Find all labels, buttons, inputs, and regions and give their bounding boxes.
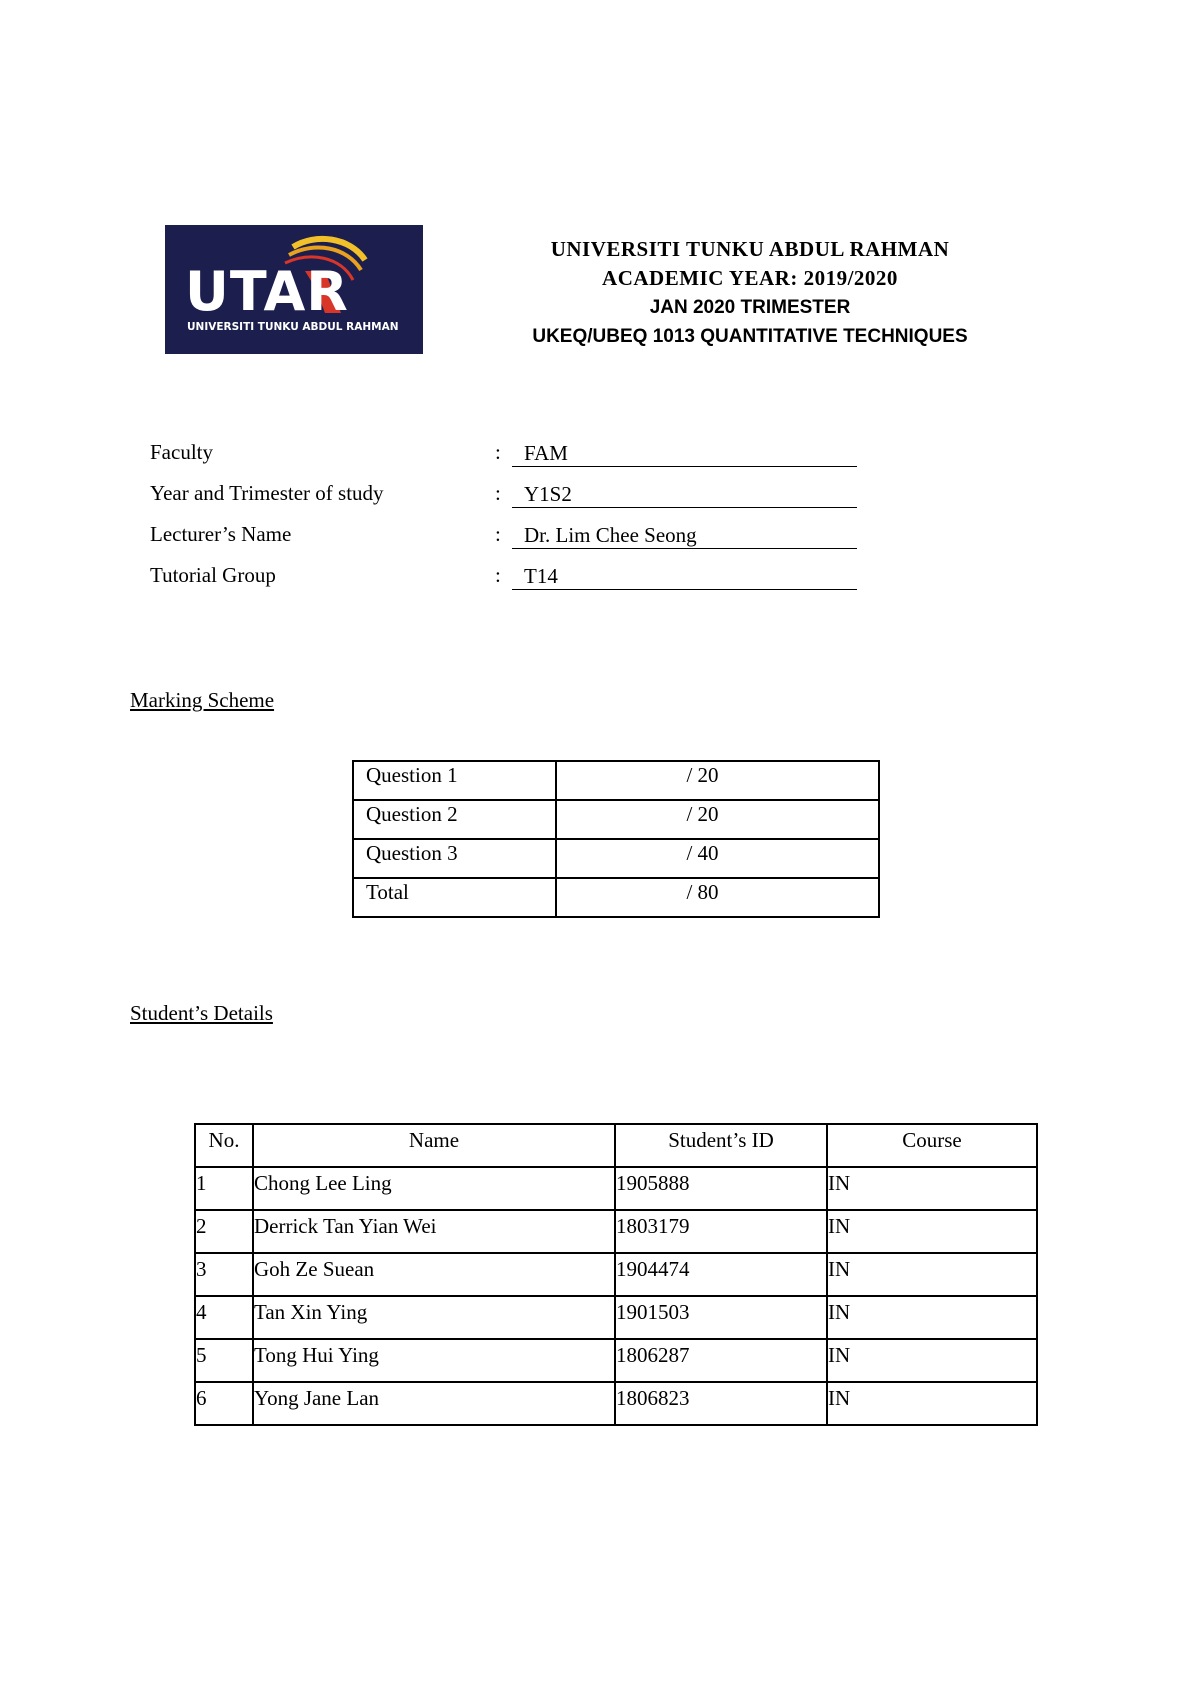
student-id: 1803179: [615, 1210, 827, 1253]
info-value: T14: [512, 563, 857, 590]
student-details-table: [194, 1123, 1038, 1426]
column-header-no: No.: [195, 1124, 253, 1167]
marking-item: Total: [353, 878, 556, 917]
student-no: 6: [195, 1382, 253, 1425]
utar-logo: [165, 225, 423, 354]
info-value: Y1S2: [512, 481, 857, 508]
column-header-course: Course: [827, 1124, 1037, 1167]
table-row: [195, 1296, 1037, 1339]
student-id: 1901503: [615, 1296, 827, 1339]
student-course: IN: [827, 1210, 1037, 1253]
student-course: IN: [827, 1167, 1037, 1210]
student-id: 1806287: [615, 1339, 827, 1382]
marking-scheme-table: [352, 760, 880, 918]
info-colon: :: [495, 563, 501, 587]
student-name: Chong Lee Ling: [253, 1167, 615, 1210]
student-no: 5: [195, 1339, 253, 1382]
marking-item: Question 1: [353, 761, 556, 800]
table-row: [353, 878, 879, 917]
info-value: Dr. Lim Chee Seong: [512, 522, 857, 549]
marking-item: Question 3: [353, 839, 556, 878]
info-label: Faculty: [150, 440, 213, 464]
student-details-title: Student’s Details: [130, 1001, 273, 1025]
marking-item: Question 2: [353, 800, 556, 839]
table-row: [195, 1339, 1037, 1382]
info-colon: :: [495, 440, 501, 464]
info-value: FAM: [512, 440, 857, 467]
student-no: 2: [195, 1210, 253, 1253]
student-no: 3: [195, 1253, 253, 1296]
trimester: JAN 2020 TRIMESTER: [649, 297, 851, 318]
info-label: Tutorial Group: [150, 563, 276, 587]
marking-marks: / 20: [556, 800, 879, 839]
marking-marks: / 40: [556, 839, 879, 878]
logo-wordmark: UTAR: [185, 260, 349, 323]
course-title: UKEQ/UBEQ 1013 QUANTITATIVE TECHNIQUES: [532, 326, 968, 347]
marking-marks: / 20: [556, 761, 879, 800]
info-label: Year and Trimester of study: [150, 481, 384, 505]
student-no: 4: [195, 1296, 253, 1339]
student-name: Tan Xin Ying: [253, 1296, 615, 1339]
document-header: [500, 235, 1000, 351]
university-name: UNIVERSITI TUNKU ABDUL RAHMAN: [550, 237, 950, 261]
table-header-row: [195, 1124, 1037, 1167]
academic-year: ACADEMIC YEAR: 2019/2020: [602, 266, 898, 290]
student-name: Derrick Tan Yian Wei: [253, 1210, 615, 1253]
student-course: IN: [827, 1339, 1037, 1382]
table-row: [353, 761, 879, 800]
table-row: [195, 1253, 1037, 1296]
student-course: IN: [827, 1296, 1037, 1339]
student-id: 1904474: [615, 1253, 827, 1296]
info-label: Lecturer’s Name: [150, 522, 292, 546]
info-colon: :: [495, 481, 501, 505]
marking-scheme-title: Marking Scheme: [130, 688, 275, 712]
column-header-student-id: Student’s ID: [615, 1124, 827, 1167]
table-row: [195, 1382, 1037, 1425]
student-id: 1806823: [615, 1382, 827, 1425]
student-name: Goh Ze Suean: [253, 1253, 615, 1296]
table-row: [195, 1210, 1037, 1253]
student-course: IN: [827, 1253, 1037, 1296]
table-row: [353, 839, 879, 878]
column-header-name: Name: [253, 1124, 615, 1167]
student-no: 1: [195, 1167, 253, 1210]
marking-marks: / 80: [556, 878, 879, 917]
info-colon: :: [495, 522, 501, 546]
logo-subtitle: UNIVERSITI TUNKU ABDUL RAHMAN: [187, 321, 399, 333]
student-name: Yong Jane Lan: [253, 1382, 615, 1425]
student-name: Tong Hui Ying: [253, 1339, 615, 1382]
table-row: [353, 800, 879, 839]
table-row: [195, 1167, 1037, 1210]
student-course: IN: [827, 1382, 1037, 1425]
student-id: 1905888: [615, 1167, 827, 1210]
